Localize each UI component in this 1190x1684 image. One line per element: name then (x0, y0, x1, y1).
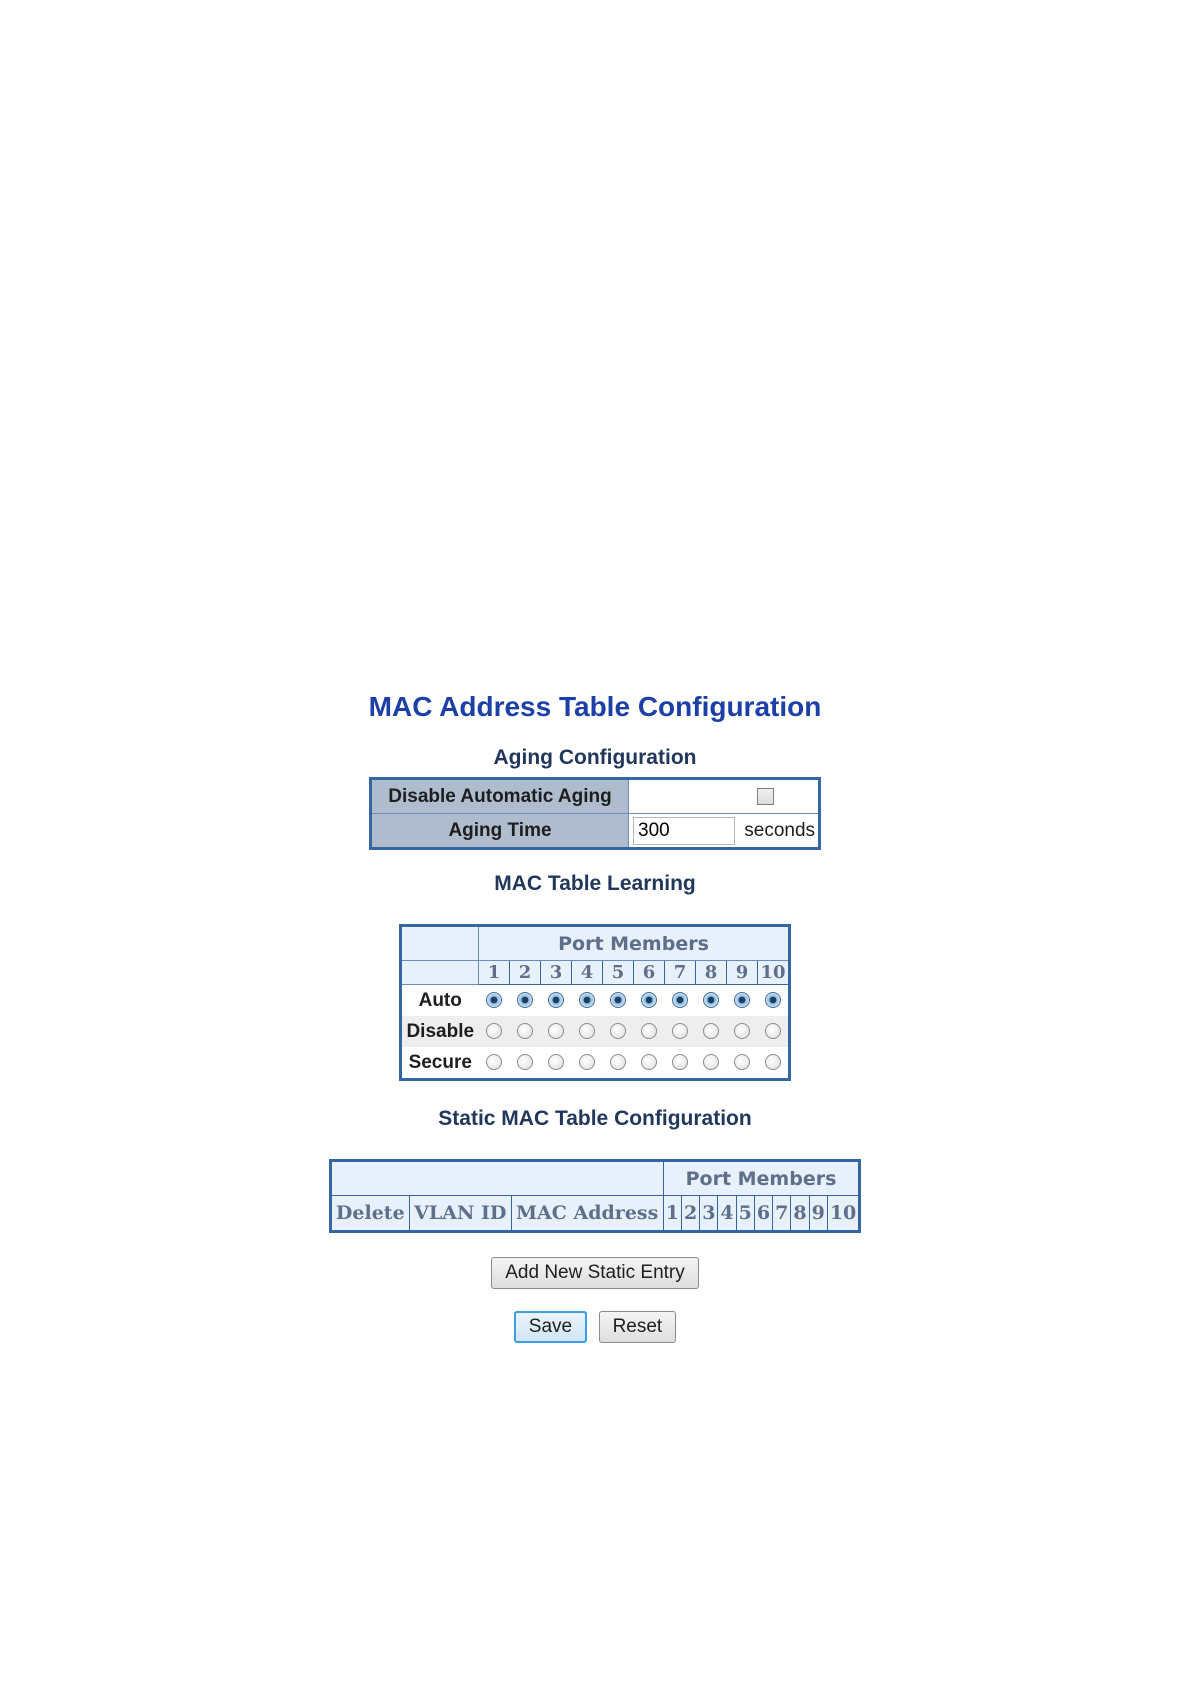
learning-radio-secure-port-10[interactable] (765, 1054, 781, 1070)
add-entry-row (0, 1257, 1190, 1289)
learning-radio-cell (696, 1016, 727, 1047)
disable-aging-cell (629, 779, 820, 814)
learning-radio-cell (758, 985, 790, 1017)
learning-radio-cell (510, 1016, 541, 1047)
learning-mode-label: Secure (401, 1047, 479, 1080)
learning-port-header: 5 (603, 961, 634, 985)
aging-time-cell (629, 814, 820, 849)
static-table (329, 1159, 862, 1233)
aging-row-disable (371, 779, 820, 814)
learning-radio-cell (634, 1047, 665, 1080)
learning-radio-cell (603, 985, 634, 1017)
learning-port-header: 9 (727, 961, 758, 985)
static-port-header: 1 (663, 1196, 681, 1232)
static-column-header-row (330, 1196, 860, 1232)
learning-radio-cell (510, 985, 541, 1017)
learning-radio-auto-port-4[interactable] (579, 992, 595, 1008)
learning-radio-cell (665, 1016, 696, 1047)
learning-radio-cell (727, 985, 758, 1017)
learning-radio-auto-port-3[interactable] (548, 992, 564, 1008)
aging-table (369, 777, 821, 850)
learning-radio-cell (696, 1047, 727, 1080)
static-column-header: VLAN ID (409, 1196, 511, 1232)
learning-radio-auto-port-5[interactable] (610, 992, 626, 1008)
static-port-header: 7 (773, 1196, 791, 1232)
static-port-header: 8 (791, 1196, 809, 1232)
learning-radio-cell (479, 1047, 510, 1080)
learning-radio-auto-port-7[interactable] (672, 992, 688, 1008)
learning-radio-cell (727, 1016, 758, 1047)
static-port-header: 6 (754, 1196, 772, 1232)
learning-row-auto (401, 985, 790, 1017)
learning-port-header: 3 (541, 961, 572, 985)
learning-radio-secure-port-1[interactable] (486, 1054, 502, 1070)
save-reset-row (0, 1311, 1190, 1343)
learning-radio-auto-port-8[interactable] (703, 992, 719, 1008)
learning-row-disable (401, 1016, 790, 1047)
learning-radio-secure-port-4[interactable] (579, 1054, 595, 1070)
static-port-header: 10 (827, 1196, 859, 1232)
learning-radio-cell (758, 1016, 790, 1047)
learning-radio-cell (479, 985, 510, 1017)
aging-time-input[interactable] (633, 817, 735, 845)
static-section (0, 1105, 1190, 1233)
learning-port-header: 8 (696, 961, 727, 985)
disable-aging-label: Disable Automatic Aging (371, 779, 629, 814)
learning-radio-cell (665, 1047, 696, 1080)
learning-corner-cell (401, 926, 479, 961)
static-heading: Static MAC Table Configuration (438, 1107, 752, 1130)
learning-radio-auto-port-1[interactable] (486, 992, 502, 1008)
static-port-header: 3 (700, 1196, 718, 1232)
content (0, 690, 1190, 1343)
learning-radio-cell (572, 1047, 603, 1080)
learning-radio-disable-port-3[interactable] (548, 1023, 564, 1039)
aging-time-label: Aging Time (371, 814, 629, 849)
learning-radio-disable-port-6[interactable] (641, 1023, 657, 1039)
learning-radio-auto-port-10[interactable] (765, 992, 781, 1008)
reset-button[interactable]: Reset (599, 1311, 677, 1343)
learning-group-header: Port Members (479, 926, 790, 961)
learning-radio-disable-port-8[interactable] (703, 1023, 719, 1039)
static-blank-header (330, 1161, 663, 1196)
learning-radio-secure-port-5[interactable] (610, 1054, 626, 1070)
learning-heading: MAC Table Learning (494, 872, 696, 895)
learning-radio-auto-port-2[interactable] (517, 992, 533, 1008)
learning-radio-cell (727, 1047, 758, 1080)
learning-port-header: 1 (479, 961, 510, 985)
learning-row-secure (401, 1047, 790, 1080)
static-column-header: Delete (330, 1196, 409, 1232)
learning-table (399, 924, 791, 1081)
learning-radio-secure-port-2[interactable] (517, 1054, 533, 1070)
learning-radio-disable-port-10[interactable] (765, 1023, 781, 1039)
learning-radio-cell (541, 1016, 572, 1047)
disable-aging-checkbox[interactable] (757, 788, 774, 805)
learning-radio-disable-port-9[interactable] (734, 1023, 750, 1039)
learning-mode-label: Disable (401, 1016, 479, 1047)
learning-group-header-row (401, 926, 790, 961)
learning-radio-auto-port-6[interactable] (641, 992, 657, 1008)
learning-port-header: 7 (665, 961, 696, 985)
learning-port-header: 4 (572, 961, 603, 985)
static-port-header: 2 (681, 1196, 699, 1232)
aging-section (0, 744, 1190, 850)
learning-radio-cell (758, 1047, 790, 1080)
learning-radio-cell (634, 1016, 665, 1047)
learning-radio-secure-port-8[interactable] (703, 1054, 719, 1070)
learning-radio-cell (541, 1047, 572, 1080)
learning-radio-secure-port-3[interactable] (548, 1054, 564, 1070)
learning-port-header: 6 (634, 961, 665, 985)
save-button[interactable]: Save (514, 1311, 587, 1343)
learning-radio-secure-port-6[interactable] (641, 1054, 657, 1070)
static-column-header: MAC Address (511, 1196, 663, 1232)
page-title: MAC Address Table Configuration (368, 691, 822, 722)
static-port-header: 5 (736, 1196, 754, 1232)
learning-radio-cell (479, 1016, 510, 1047)
learning-mode-label: Auto (401, 985, 479, 1017)
learning-radio-cell (541, 985, 572, 1017)
add-static-entry-button[interactable]: Add New Static Entry (491, 1257, 699, 1289)
learning-radio-disable-port-5[interactable] (610, 1023, 626, 1039)
static-port-header: 9 (809, 1196, 827, 1232)
learning-radio-cell (696, 985, 727, 1017)
learning-port-header-row (401, 961, 790, 985)
learning-radio-disable-port-4[interactable] (579, 1023, 595, 1039)
learning-corner-cell-2 (401, 961, 479, 985)
learning-radio-secure-port-7[interactable] (672, 1054, 688, 1070)
learning-radio-cell (510, 1047, 541, 1080)
learning-port-header: 2 (510, 961, 541, 985)
static-group-header: Port Members (663, 1161, 860, 1196)
learning-radio-disable-port-2[interactable] (517, 1023, 533, 1039)
learning-port-header: 10 (758, 961, 790, 985)
learning-radio-cell (603, 1047, 634, 1080)
learning-radio-disable-port-7[interactable] (672, 1023, 688, 1039)
learning-radio-cell (572, 1016, 603, 1047)
learning-radio-secure-port-9[interactable] (734, 1054, 750, 1070)
learning-section (0, 870, 1190, 1081)
aging-time-unit: seconds (744, 819, 816, 841)
learning-radio-auto-port-9[interactable] (734, 992, 750, 1008)
learning-radio-cell (572, 985, 603, 1017)
learning-body (401, 985, 790, 1080)
learning-radio-cell (603, 1016, 634, 1047)
learning-radio-cell (634, 985, 665, 1017)
learning-radio-disable-port-1[interactable] (486, 1023, 502, 1039)
static-group-header-row (330, 1161, 860, 1196)
learning-radio-cell (665, 985, 696, 1017)
aging-row-time (371, 814, 820, 849)
aging-heading: Aging Configuration (493, 746, 697, 769)
static-port-header: 4 (718, 1196, 736, 1232)
